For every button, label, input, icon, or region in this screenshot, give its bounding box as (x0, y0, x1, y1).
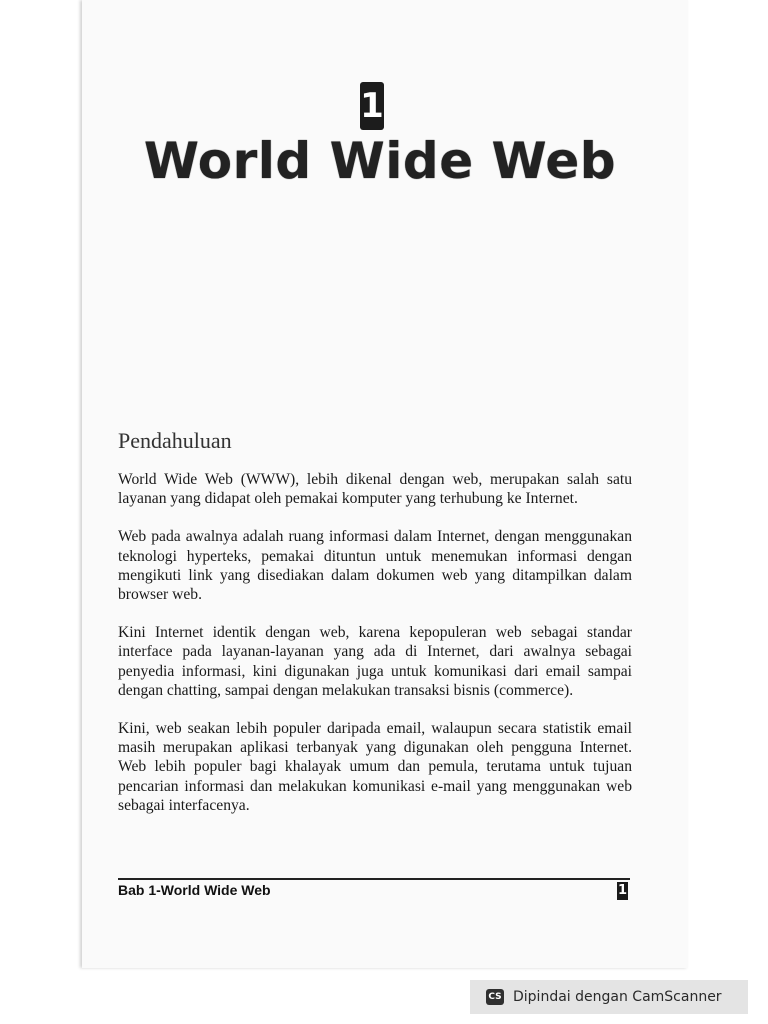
paragraph-3: Kini Internet identik dengan web, karena kepopuleran web sebagai standar interface pada layanan-layanan yang ada di Internet, dari awalnya sebagai penyedia informasi, kini digunakan juga untuk komunikasi dari email sampai dengan chatting, sampai dengan melakukan transaksi bisnis (commerce). (118, 624, 632, 699)
camscanner-text: Dipindai dengan CamScanner (513, 989, 722, 1005)
body-text (118, 470, 632, 834)
chapter-title: World Wide Web (143, 132, 617, 190)
paragraph-1: World Wide Web (WWW), lebih dikenal dengan web, merupakan salah satu layanan yang didapat oleh pemakai komputer yang terhubung ke Internet. (118, 471, 632, 508)
paragraph-2: Web pada awalnya adalah ruang informasi dalam Internet, dengan menggunakan teknologi hyperteks, pemakai dituntun untuk menemukan informasi dengan mengikuti link yang disediakan dalam dokumen web yang ditampilkan dalam browser web. (118, 528, 632, 604)
page-number: 1 (617, 883, 628, 898)
running-footer-title: Bab 1-World Wide Web (118, 882, 271, 898)
paragraph-4: Kini, web seakan lebih populer daripada email, walaupun secara statistik email masih merupakan aplikasi terbanyak yang digunakan oleh pengguna Internet. Web lebih populer bagi khalayak umum dan pemula, terutama untuk tujuan pencarian informasi dan melakukan komunikasi e-mail yang menggunakan web sebagai interfacenya. (118, 720, 632, 814)
chapter-number: 1 (360, 82, 384, 130)
footer-divider (118, 878, 630, 880)
camscanner-watermark (470, 980, 748, 1014)
section-heading: Pendahuluan (118, 428, 232, 453)
camscanner-logo-icon: CS (486, 989, 504, 1005)
